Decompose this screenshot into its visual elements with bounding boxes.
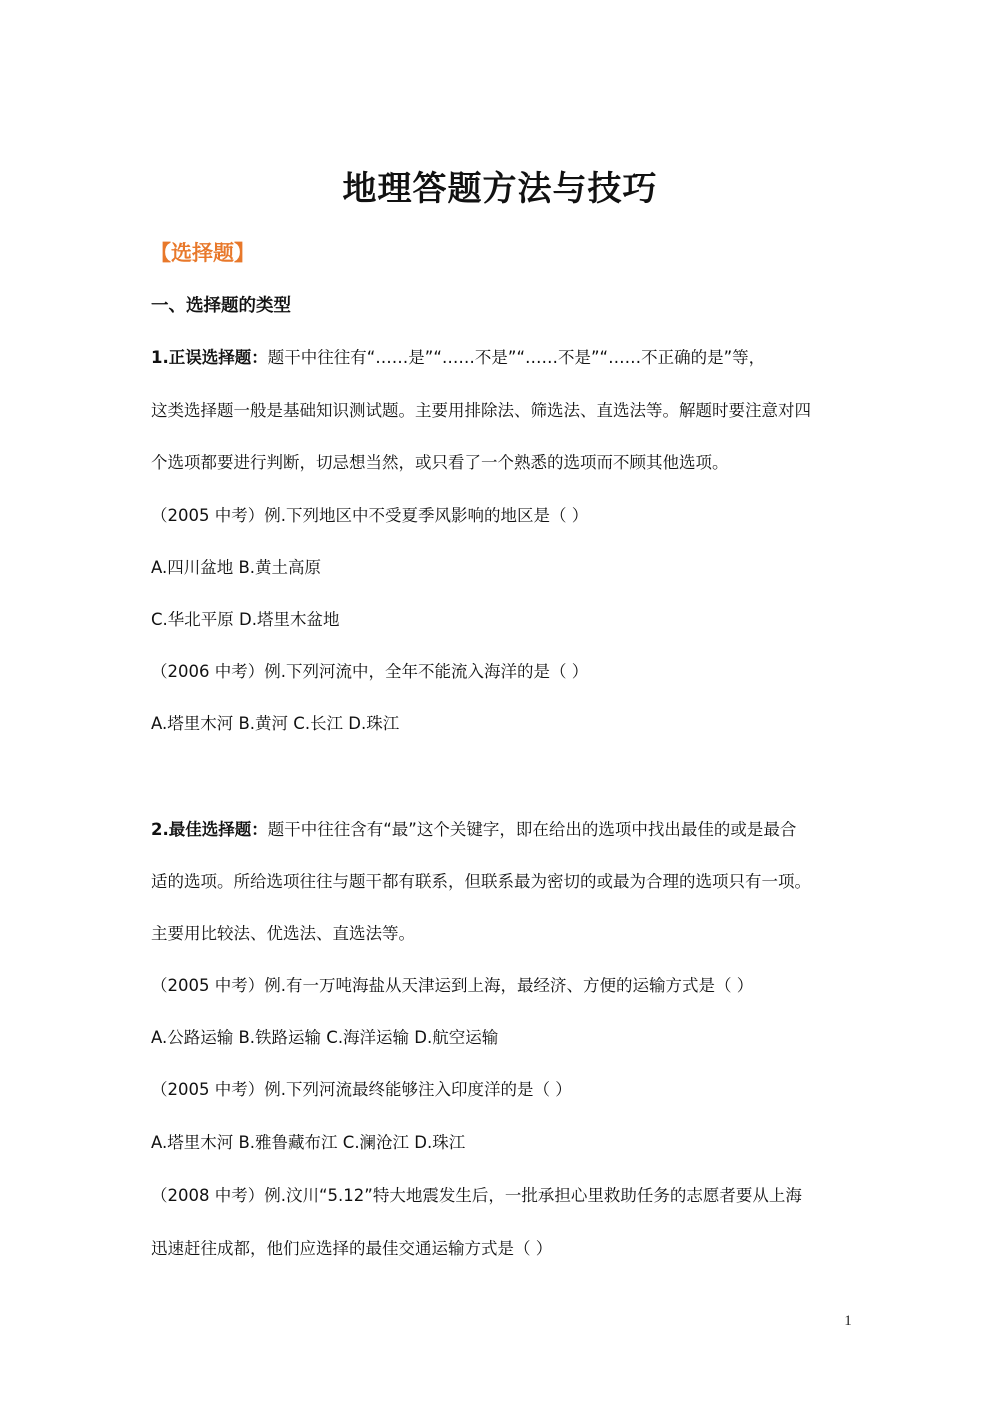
example-question: （2006 中考）例.下列河流中，全年不能流入海洋的是（ ） [151,662,589,681]
paragraph-line: 适的选项。所给选项往往与题干都有联系，但联系最为密切的或最为合理的选项只有一项。 [151,872,811,891]
example-question: （2005 中考）例.下列地区中不受夏季风影响的地区是（ ） [151,506,589,525]
paragraph-line: 个选项都要进行判断，切忌想当然，或只看了一个熟悉的选项而不顾其他选项。 [151,453,729,472]
page-title: 地理答题方法与技巧 [342,169,658,209]
example-options: A.四川盆地 B.黄土高原 [151,558,322,577]
example-options: A.塔里木河 B.黄河 C.长江 D.珠江 [151,714,400,733]
paragraph-line [151,345,856,371]
example-options: C.华北平原 D.塔里木盆地 [151,610,340,629]
paragraph-text: 题干中往往含有“最”这个关键字，即在给出的选项中找出最佳的或是最合 [267,820,797,839]
part-label: 2.最佳选择题： [151,820,268,839]
paragraph-line: 这类选择题一般是基础知识测试题。主要用排除法、筛选法、直选法等。解题时要注意对四 [151,401,811,420]
paragraph-text: 题干中往往有“……是”“……不是”“……不是”“……不正确的是”等， [267,348,766,367]
example-options: A.塔里木河 B.雅鲁藏布江 C.澜沧江 D.珠江 [151,1133,466,1152]
example-options: A.公路运输 B.铁路运输 C.海洋运输 D.航空运输 [151,1028,499,1047]
example-question: （2005 中考）例.下列河流最终能够注入印度洋的是（ ） [151,1080,572,1099]
paragraph-line: 主要用比较法、优选法、直选法等。 [151,924,415,943]
heading-1: 一、选择题的类型 [151,296,291,316]
page-number: 1 [844,1313,852,1329]
example-question: 迅速赶往成都，他们应选择的最佳交通运输方式是（ ） [151,1239,553,1258]
paragraph-line [151,817,856,843]
part-label: 1.正误选择题： [151,348,268,367]
section-tag: 【选择题】 [150,241,255,265]
example-question: （2005 中考）例.有一万吨海盐从天津运到上海，最经济、方便的运输方式是（ ） [151,976,754,995]
example-question: （2008 中考）例.汶川“5.12”特大地震发生后，一批承担心里救助任务的志愿者要从上海 [151,1186,802,1205]
